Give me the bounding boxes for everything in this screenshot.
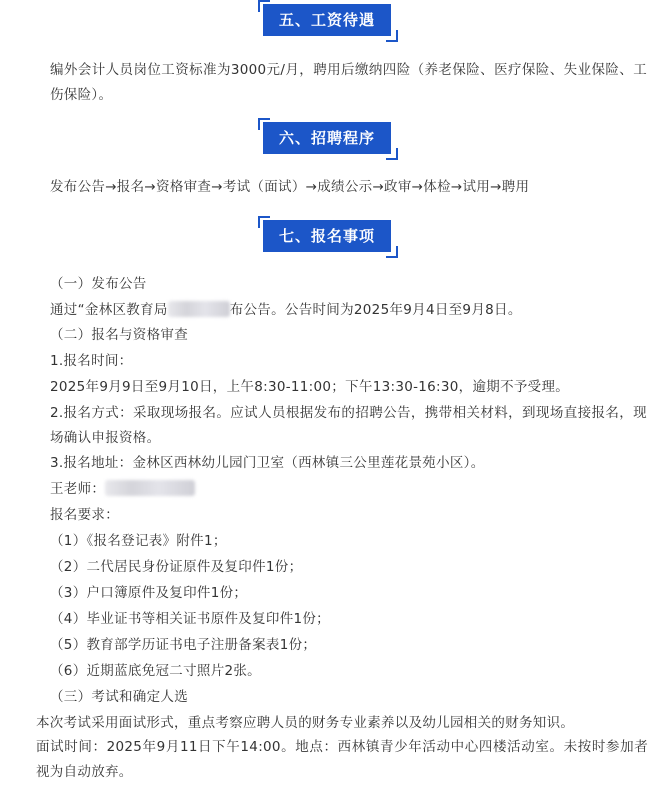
redacted-text xyxy=(168,301,230,317)
section-heading-procedure xyxy=(0,118,667,158)
section-title: 六、招聘程序 xyxy=(263,122,391,154)
exam-form-paragraph: 本次考试采用面试形式，重点考察应聘人员的财务专业素养以及幼儿园相关的财务知识。 xyxy=(36,715,575,731)
salary-paragraph: 编外会计人员岗位工资标准为3000元/月，聘用后缴纳四险（养老保险、医疗保险、失业保险、工伤保险）。 xyxy=(50,62,647,103)
subsection-title-exam: （三）考试和确定人选 xyxy=(50,689,188,705)
publish-text-suffix: 布公告。公告时间为2025年9月4日至9月8日。 xyxy=(229,302,522,318)
requirement-item: （1）《报名登记表》附件1； xyxy=(50,533,227,549)
registration-time-value: 2025年9月9日至9月10日，上午8:30-11:00；下午13:30-16:30，逾期不予受理。 xyxy=(50,379,570,395)
subsection-title-registration: （二）报名与资格审查 xyxy=(50,327,188,343)
requirement-item: （6）近期蓝底免冠二寸照片2张。 xyxy=(50,663,261,679)
heading-corner-decoration xyxy=(386,148,398,160)
publish-paragraph xyxy=(50,298,650,323)
requirement-item: （2）二代居民身份证原件及复印件1份； xyxy=(50,559,303,575)
requirement-item: （5）教育部学历证书电子注册备案表1份； xyxy=(50,637,317,653)
registration-method: 2.报名方式：采取现场报名。应试人员根据发布的招聘公告，携带相关材料，到现场直接报名，现场确认申报资格。 xyxy=(50,405,647,446)
subsection-title-publish: （一）发布公告 xyxy=(50,276,147,292)
contact-line xyxy=(50,477,650,502)
section-heading-salary xyxy=(0,0,667,40)
contact-label: 王老师： xyxy=(50,481,106,497)
procedure-paragraph: 发布公告→报名→资格审查→考试（面试）→成绩公示→政审→体检→试用→聘用 xyxy=(50,179,530,195)
redacted-phone xyxy=(105,480,195,496)
heading-corner-decoration xyxy=(386,246,398,258)
section-title: 五、工资待遇 xyxy=(263,4,391,36)
requirement-item: （4）毕业证书等相关证书原件及复印件1份； xyxy=(50,611,330,627)
exam-time-paragraph: 面试时间：2025年9月11日下午14:00。地点：西林镇青少年活动中心四楼活动室。未按时参加者视为自动放弃。 xyxy=(36,739,648,780)
registration-address: 3.报名地址：金林区西林幼儿园门卫室（西林镇三公里莲花景苑小区）。 xyxy=(50,455,485,471)
publish-text-prefix: 通过“金林区教育局 xyxy=(50,302,168,318)
section-heading-registration xyxy=(0,216,667,256)
section-title: 七、报名事项 xyxy=(263,220,391,252)
requirement-item: （3）户口簿原件及复印件1份； xyxy=(50,585,248,601)
registration-time-label: 1.报名时间： xyxy=(50,353,133,369)
heading-corner-decoration xyxy=(386,30,398,42)
requirements-label: 报名要求： xyxy=(50,507,119,523)
